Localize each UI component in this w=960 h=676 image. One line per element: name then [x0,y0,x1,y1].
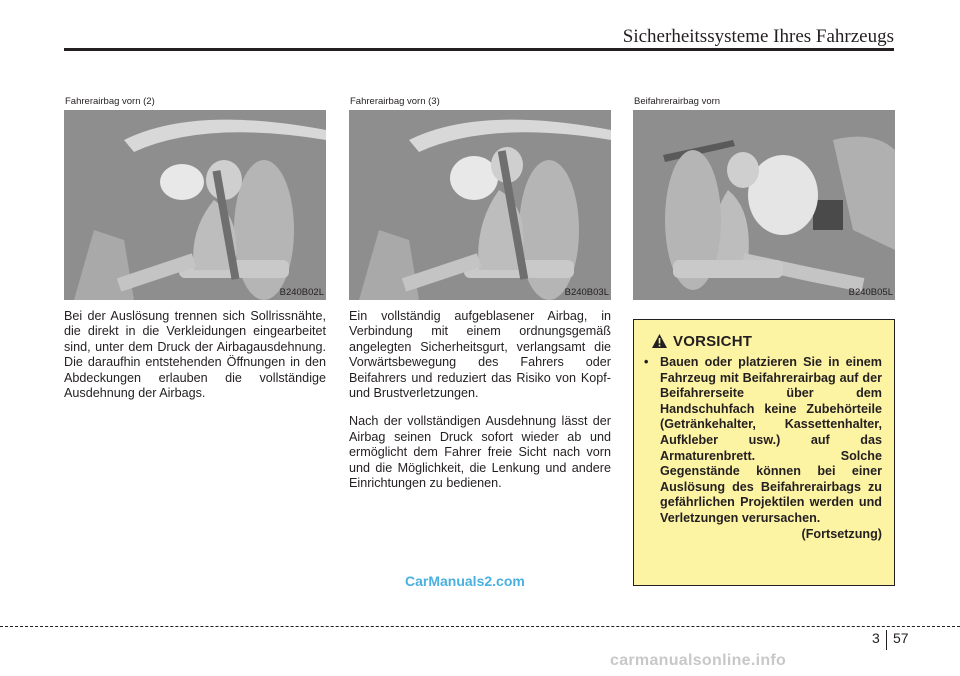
figure-passenger-airbag [633,96,895,300]
page-header-title: Sicherheitssysteme Ihres Fahrzeugs [622,26,894,47]
caution-heading [652,333,752,352]
figure-caption: Beifahrerairbag vorn [633,96,895,110]
column-2 [349,309,611,504]
watermark-link[interactable]: CarManuals2.com [405,573,525,589]
caution-body [644,355,882,542]
caution-title: VORSICHT [673,333,753,350]
airbag-illustration [64,110,326,300]
column-1 [64,309,326,414]
figure-driver-airbag-2 [64,96,326,300]
continued-label: (Fortsetzung) [801,526,882,541]
caution-box [633,319,895,586]
warning-icon [652,334,667,352]
bullet: • [644,355,649,369]
header-rule [64,48,894,51]
chapter-number: 3 [872,630,880,646]
figure-code: B240B05L [848,287,893,298]
footer-watermark: carmanualsonline.info [610,652,787,669]
figure-caption: Fahrerairbag vorn (2) [64,96,326,110]
footer-rule [0,626,960,627]
paragraph: Bei der Auslösung trennen sich Sollrissnähte, die direkt in die Verkleidungen eingearbeitet sind, unter dem Druck der Airbagausdehnung. Die daraufhin entstehenden Öffnungen in den Abdeckungen erlauben die vollständige Ausdehnung der Airbags. [64,309,326,401]
figure-code: B240B03L [564,287,609,298]
paragraph: Ein vollständig aufgeblasener Airbag, in Verbindung mit einem ordnungsgemäß angelegten Sicherheitsgurt, verlangsamt die Vorwärtsbewegung des Fahrers oder Beifahrers und reduziert das Risiko von Kopf- und Brustverletzungen. [349,309,611,401]
page-number: 57 [893,630,909,646]
figure-code: B240B02L [279,287,324,298]
caution-text: Bauen oder platzieren Sie in einem Fahrzeug mit Beifahrerairbag auf der Beifahrerseite über dem Handschuhfach keine Zubehörteile (Getränkehalter, Kassettenhalter, Aufkleber usw.) auf das Armaturenbrett. Solche Gegenstände können bei einer Auslösung des Beifahrerairbags zu gefährlichen Projektilen werden und Verletzungen verursachen. [660,355,882,525]
airbag-illustration [633,110,895,300]
paragraph: Nach der vollständigen Ausdehnung lässt der Airbag seinen Druck sofort wieder ab und ermöglicht dem Fahrer freie Sicht nach vorn und die Möglichkeit, die Lenkung und andere Einrichtungen zu bedienen. [349,414,611,491]
figure-caption: Fahrerairbag vorn (3) [349,96,611,110]
airbag-illustration [349,110,611,300]
page-number-separator [886,630,887,650]
figure-driver-airbag-3 [349,96,611,300]
